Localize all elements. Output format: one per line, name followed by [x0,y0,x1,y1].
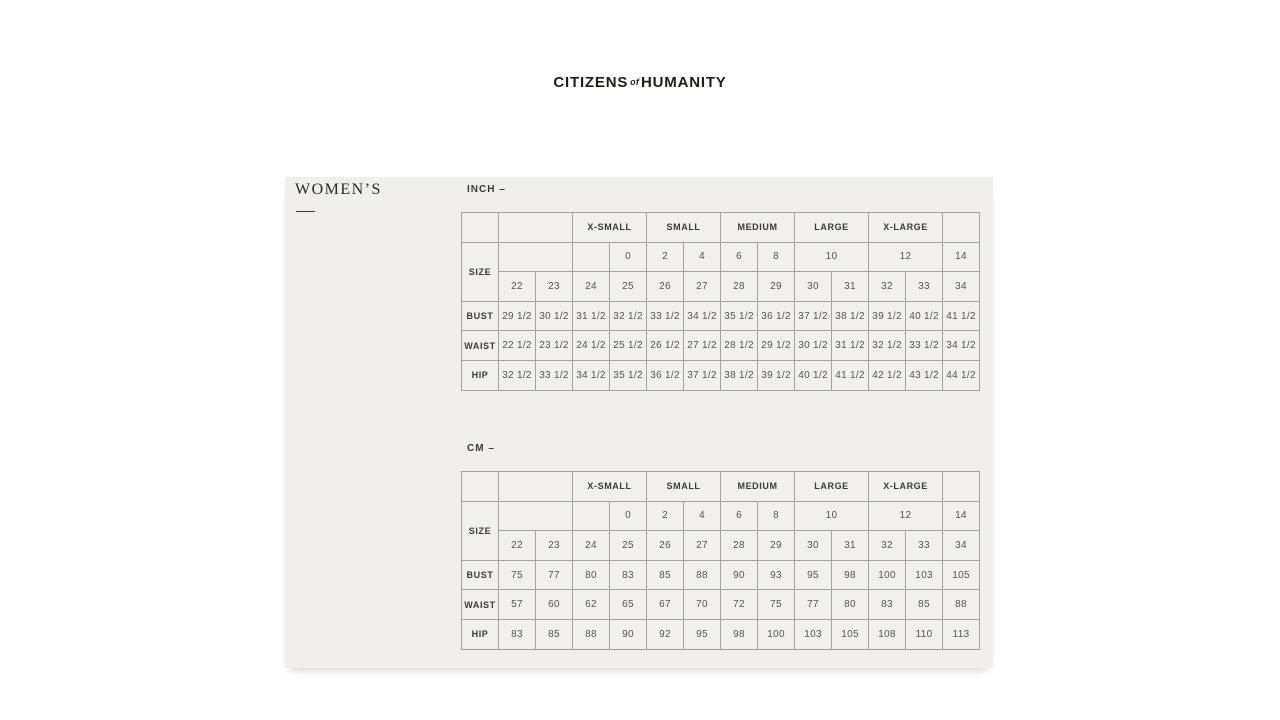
measure-value-cell: 108 [869,619,906,649]
measure-value-cell: 88 [573,619,610,649]
measure-value-cell: 65 [610,590,647,620]
measure-label-cell: BUST [462,560,499,590]
measure-value-cell: 30 1/2 [536,301,573,331]
numeric-size-cell: 8 [758,501,795,531]
measure-value-cell: 110 [906,619,943,649]
even-size-cell: 22 [499,531,536,561]
numeric-size-cell: 12 [869,501,943,531]
even-size-cell: 29 [758,531,795,561]
measure-value-cell: 77 [536,560,573,590]
measure-value-cell: 92 [647,619,684,649]
measure-label-cell: HIP [462,360,499,390]
measure-value-cell: 35 1/2 [721,301,758,331]
even-size-cell: 25 [610,531,647,561]
measure-value-cell: 24 1/2 [573,331,610,361]
measure-value-cell: 28 1/2 [721,331,758,361]
cm-section-label: CM – [467,443,495,454]
cm-size-table [461,471,980,650]
even-size-cell: 23 [536,272,573,302]
measure-value-cell: 32 1/2 [610,301,647,331]
measure-value-cell: 80 [832,590,869,620]
even-size-cell: 24 [573,272,610,302]
size-group-cell: X-LARGE [869,472,943,502]
measure-value-cell: 85 [536,619,573,649]
numeric-size-cell: 6 [721,501,758,531]
measure-value-cell: 90 [610,619,647,649]
size-group-row [462,472,980,502]
blank-cell [499,242,573,272]
measure-value-cell: 41 1/2 [943,301,980,331]
even-size-cell: 26 [647,272,684,302]
even-size-cell: 34 [943,272,980,302]
measure-value-cell: 67 [647,590,684,620]
measure-value-cell: 36 1/2 [758,301,795,331]
blank-cell [499,501,573,531]
size-group-cell: X-LARGE [869,213,943,243]
blank-cell [573,242,610,272]
measure-value-cell: 105 [943,560,980,590]
measure-label-cell: HIP [462,619,499,649]
even-size-cell: 30 [795,272,832,302]
even-size-cell: 32 [869,272,906,302]
even-size-cell: 24 [573,531,610,561]
measure-value-cell: 75 [499,560,536,590]
size-label-cell: SIZE [462,501,499,560]
measure-value-cell: 34 1/2 [573,360,610,390]
measure-value-cell: 88 [943,590,980,620]
numeric-size-cell: 4 [684,242,721,272]
measure-label-cell: WAIST [462,590,499,620]
even-size-cell: 33 [906,272,943,302]
measure-value-cell: 72 [721,590,758,620]
blank-cell [943,213,980,243]
measure-value-cell: 39 1/2 [869,301,906,331]
measure-value-cell: 60 [536,590,573,620]
measure-value-cell: 29 1/2 [758,331,795,361]
measure-value-cell: 35 1/2 [610,360,647,390]
measure-value-cell: 39 1/2 [758,360,795,390]
section-title-womens: WOMEN’S [295,181,382,198]
measurement-row-bust [462,301,980,331]
measure-value-cell: 32 1/2 [499,360,536,390]
blank-cell [573,501,610,531]
measure-value-cell: 31 1/2 [573,301,610,331]
measure-value-cell: 57 [499,590,536,620]
measure-value-cell: 29 1/2 [499,301,536,331]
measure-label-cell: WAIST [462,331,499,361]
even-size-row [462,531,980,561]
even-size-cell: 31 [832,272,869,302]
measure-value-cell: 30 1/2 [795,331,832,361]
measure-value-cell: 98 [832,560,869,590]
measure-value-cell: 38 1/2 [832,301,869,331]
measure-value-cell: 22 1/2 [499,331,536,361]
measure-value-cell: 85 [906,590,943,620]
numeric-size-cell: 0 [610,501,647,531]
size-label-cell: SIZE [462,242,499,301]
measure-value-cell: 85 [647,560,684,590]
size-group-cell: X-SMALL [573,472,647,502]
numeric-size-cell: 10 [795,501,869,531]
numeric-size-cell: 2 [647,242,684,272]
size-group-cell: LARGE [795,472,869,502]
measure-value-cell: 37 1/2 [684,360,721,390]
measure-value-cell: 33 1/2 [536,360,573,390]
measure-value-cell: 42 1/2 [869,360,906,390]
even-size-cell: 28 [721,272,758,302]
measure-value-cell: 100 [758,619,795,649]
even-size-cell: 27 [684,272,721,302]
numeric-size-cell: 8 [758,242,795,272]
measure-value-cell: 44 1/2 [943,360,980,390]
measure-value-cell: 40 1/2 [795,360,832,390]
measure-value-cell: 36 1/2 [647,360,684,390]
measure-value-cell: 95 [795,560,832,590]
even-size-cell: 28 [721,531,758,561]
measure-value-cell: 98 [721,619,758,649]
measure-value-cell: 103 [795,619,832,649]
measure-value-cell: 34 1/2 [943,331,980,361]
measure-value-cell: 113 [943,619,980,649]
inch-size-table [461,212,980,391]
measure-value-cell: 23 1/2 [536,331,573,361]
measure-value-cell: 32 1/2 [869,331,906,361]
numeric-size-cell: 12 [869,242,943,272]
title-underline-dash [296,211,315,212]
measurement-row-hip [462,360,980,390]
even-size-cell: 32 [869,531,906,561]
size-group-cell: LARGE [795,213,869,243]
measure-value-cell: 83 [610,560,647,590]
numeric-size-cell: 4 [684,501,721,531]
measure-value-cell: 95 [684,619,721,649]
measure-value-cell: 41 1/2 [832,360,869,390]
size-guide-panel [285,177,993,668]
measure-value-cell: 33 1/2 [647,301,684,331]
even-size-cell: 26 [647,531,684,561]
brand-logo-citizens: CITIZENS [553,74,629,91]
numeric-size-cell: 14 [943,242,980,272]
blank-cell [499,472,573,502]
measure-value-cell: 88 [684,560,721,590]
measure-value-cell: 83 [499,619,536,649]
measure-value-cell: 100 [869,560,906,590]
even-size-cell: 27 [684,531,721,561]
brand-logo [0,74,1280,91]
measure-value-cell: 103 [906,560,943,590]
even-size-cell: 33 [906,531,943,561]
measure-value-cell: 37 1/2 [795,301,832,331]
measure-value-cell: 31 1/2 [832,331,869,361]
blank-cell [462,472,499,502]
numeric-size-cell: 0 [610,242,647,272]
measurement-row-bust [462,560,980,590]
even-size-cell: 31 [832,531,869,561]
numeric-size-cell: 6 [721,242,758,272]
measure-value-cell: 62 [573,590,610,620]
measure-value-cell: 93 [758,560,795,590]
numeric-size-cell: 10 [795,242,869,272]
brand-logo-of: of [630,77,640,87]
measure-value-cell: 33 1/2 [906,331,943,361]
measure-value-cell: 90 [721,560,758,590]
measure-value-cell: 40 1/2 [906,301,943,331]
measurement-row-hip [462,619,980,649]
blank-cell [943,472,980,502]
even-size-cell: 23 [536,531,573,561]
measure-value-cell: 77 [795,590,832,620]
size-group-cell: MEDIUM [721,472,795,502]
even-size-cell: 22 [499,272,536,302]
measure-label-cell: BUST [462,301,499,331]
inch-section-label: INCH – [467,184,506,195]
size-group-cell: X-SMALL [573,213,647,243]
brand-logo-humanity: HUMANITY [641,74,727,91]
blank-cell [462,213,499,243]
even-size-cell: 25 [610,272,647,302]
measure-value-cell: 25 1/2 [610,331,647,361]
size-group-row [462,213,980,243]
numeric-size-cell: 2 [647,501,684,531]
numeric-size-row [462,242,980,272]
measure-value-cell: 38 1/2 [721,360,758,390]
numeric-size-row [462,501,980,531]
measurement-row-waist [462,590,980,620]
measure-value-cell: 83 [869,590,906,620]
measure-value-cell: 26 1/2 [647,331,684,361]
measure-value-cell: 34 1/2 [684,301,721,331]
even-size-row [462,272,980,302]
even-size-cell: 30 [795,531,832,561]
even-size-cell: 34 [943,531,980,561]
even-size-cell: 29 [758,272,795,302]
blank-cell [499,213,573,243]
measure-value-cell: 27 1/2 [684,331,721,361]
measure-value-cell: 70 [684,590,721,620]
size-group-cell: SMALL [647,213,721,243]
measure-value-cell: 105 [832,619,869,649]
size-group-cell: MEDIUM [721,213,795,243]
measure-value-cell: 80 [573,560,610,590]
measurement-row-waist [462,331,980,361]
size-group-cell: SMALL [647,472,721,502]
measure-value-cell: 75 [758,590,795,620]
measure-value-cell: 43 1/2 [906,360,943,390]
numeric-size-cell: 14 [943,501,980,531]
